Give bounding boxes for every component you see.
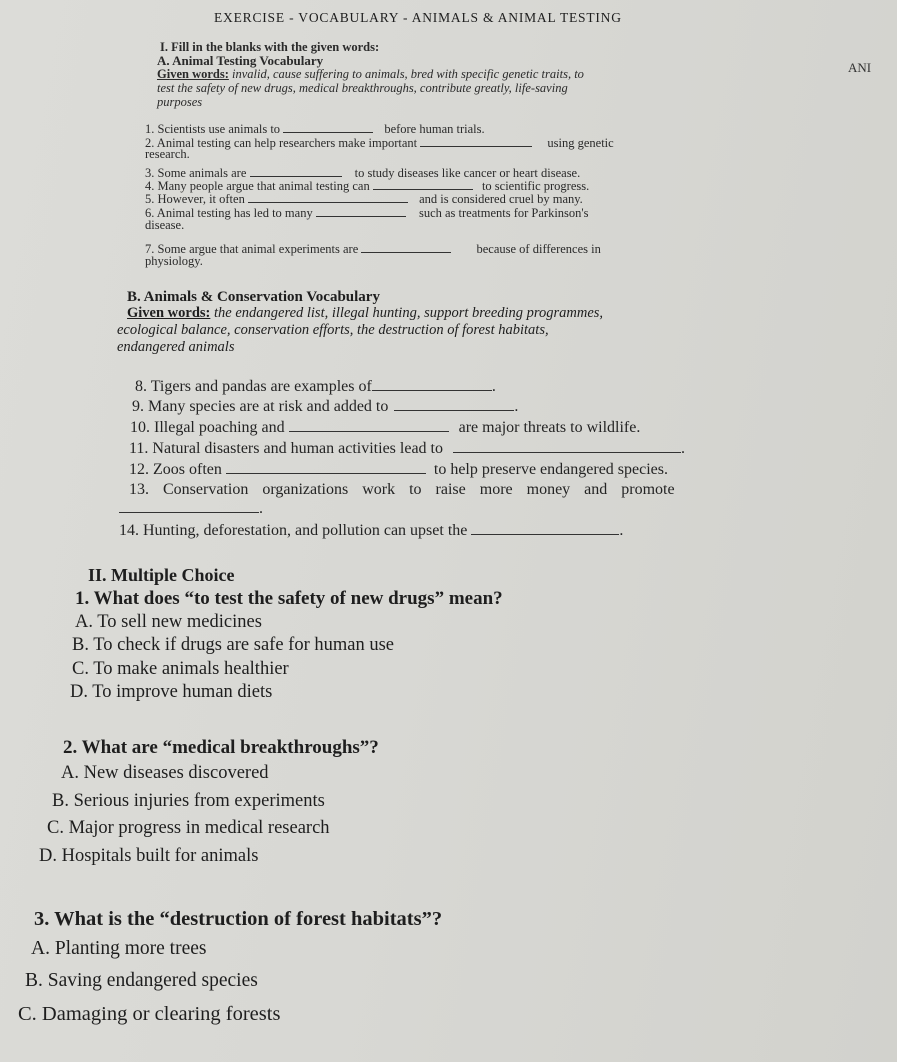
- answer-blank[interactable]: [119, 500, 259, 513]
- question-13-continued: [119, 500, 263, 518]
- given-words-label: Given words:: [127, 305, 211, 321]
- question-text: 2. Animal testing can help researchers make important: [145, 136, 418, 150]
- question-text: are major threats to wildlife.: [458, 419, 641, 436]
- part-1-heading: I. Fill in the blanks with the given words:: [160, 40, 380, 54]
- mc-question-1: 1. What does “to test the safety of new drugs” mean?: [75, 588, 503, 609]
- mc-option-2d[interactable]: D. Hospitals built for animals: [39, 846, 259, 866]
- mc-question-3: 3. What is the “destruction of forest habitats”?: [34, 908, 443, 930]
- question-2: [145, 134, 614, 151]
- section-b-given-words-line-3: endangered animals: [117, 339, 235, 355]
- question-13: 13. Conservation organizations work to raise more money and promote: [129, 481, 675, 498]
- mc-option-1c[interactable]: C. To make animals healthier: [72, 659, 289, 679]
- section-a-given-words-line-2: test the safety of new drugs, medical breakthroughs, contribute greatly, life-saving: [157, 81, 568, 95]
- section-a-given-words-line-3: purposes: [157, 95, 203, 109]
- question-text: because of differences in: [476, 242, 601, 256]
- section-a-given-words-line-1: [157, 67, 584, 82]
- mc-option-1a[interactable]: A. To sell new medicines: [75, 612, 262, 632]
- question-8: [135, 378, 496, 396]
- question-7: [145, 240, 601, 257]
- mc-option-3a[interactable]: A. Planting more trees: [31, 938, 207, 959]
- question-text: .: [619, 522, 624, 539]
- answer-blank[interactable]: [453, 440, 681, 453]
- question-text: 14. Hunting, deforestation, and pollution can upset the: [119, 522, 468, 539]
- mc-option-3c[interactable]: C. Damaging or clearing forests: [18, 1003, 281, 1025]
- answer-blank[interactable]: [420, 134, 532, 147]
- question-text: and is considered cruel by many.: [419, 192, 583, 206]
- question-text: 6. Animal testing has led to many: [145, 206, 313, 220]
- question-text: 11. Natural disasters and human activities lead to: [129, 440, 443, 457]
- section-b-given-words-line-1: [127, 305, 603, 322]
- answer-blank[interactable]: [394, 398, 514, 411]
- mc-question-2: 2. What are “medical breakthroughs”?: [63, 737, 379, 758]
- question-text: before human trials.: [384, 122, 485, 136]
- answer-blank[interactable]: [316, 204, 406, 217]
- question-text: .: [491, 378, 496, 395]
- margin-cutoff-text: ANI: [848, 60, 872, 75]
- answer-blank[interactable]: [372, 378, 492, 391]
- question-text: 8. Tigers and pandas are examples of: [135, 378, 372, 395]
- mc-option-2c[interactable]: C. Major progress in medical research: [47, 818, 330, 838]
- mc-option-3b[interactable]: B. Saving endangered species: [25, 970, 258, 991]
- question-text: 10. Illegal poaching and: [130, 419, 285, 436]
- answer-blank[interactable]: [471, 522, 619, 535]
- question-text: 5. However, it often: [145, 192, 245, 206]
- question-text: using genetic: [547, 136, 614, 150]
- section-b-heading: B. Animals & Conservation Vocabulary: [127, 289, 380, 305]
- section-a-heading: A. Animal Testing Vocabulary: [157, 53, 324, 68]
- answer-blank[interactable]: [289, 419, 449, 432]
- question-9: [132, 398, 518, 416]
- given-words-text: the endangered list, illegal hunting, support breeding programmes,: [210, 305, 604, 321]
- mc-option-2a[interactable]: A. New diseases discovered: [61, 763, 269, 783]
- answer-blank[interactable]: [361, 240, 451, 253]
- question-6-continued: disease.: [145, 218, 185, 232]
- answer-blank[interactable]: [226, 461, 426, 474]
- question-text: .: [680, 440, 685, 457]
- question-text: such as treatments for Parkinson's: [418, 206, 589, 220]
- part-2-heading: II. Multiple Choice: [88, 565, 235, 585]
- question-text: to scientific progress.: [481, 179, 590, 193]
- given-words-label: Given words:: [157, 67, 229, 81]
- question-2-continued: research.: [145, 147, 190, 161]
- question-text: .: [259, 500, 263, 517]
- mc-option-2b[interactable]: B. Serious injuries from experiments: [52, 791, 325, 811]
- answer-blank[interactable]: [250, 164, 342, 177]
- question-text: to study diseases like cancer or heart disease.: [354, 166, 581, 180]
- worksheet-title: EXERCISE - VOCABULARY - ANIMALS & ANIMAL TESTING: [214, 10, 622, 25]
- answer-blank[interactable]: [283, 120, 373, 133]
- question-text: 12. Zoos often: [129, 461, 222, 478]
- section-b-given-words-line-2: ecological balance, conservation efforts, the destruction of forest habitats,: [117, 322, 549, 338]
- question-text: 9. Many species are at risk and added to: [132, 398, 389, 415]
- answer-blank[interactable]: [248, 190, 408, 203]
- question-12: [129, 461, 668, 479]
- question-text: 1. Scientists use animals to: [145, 122, 281, 136]
- mc-option-1b[interactable]: B. To check if drugs are safe for human use: [72, 635, 395, 655]
- question-text: 7. Some argue that animal experiments are: [145, 242, 359, 256]
- mc-option-1d[interactable]: D. To improve human diets: [70, 682, 273, 702]
- question-text: to help preserve endangered species.: [433, 461, 668, 478]
- given-words-text: invalid, cause suffering to animals, bred with specific genetic traits, to: [228, 67, 584, 81]
- question-11: [129, 440, 685, 458]
- question-text: .: [514, 398, 519, 415]
- question-7-continued: physiology.: [145, 254, 203, 268]
- question-10: [130, 419, 640, 437]
- answer-blank[interactable]: [373, 177, 473, 190]
- question-6: [145, 204, 589, 221]
- question-text: 3. Some animals are: [145, 166, 247, 180]
- question-14: [119, 522, 623, 540]
- question-text: 4. Many people argue that animal testing can: [145, 179, 370, 193]
